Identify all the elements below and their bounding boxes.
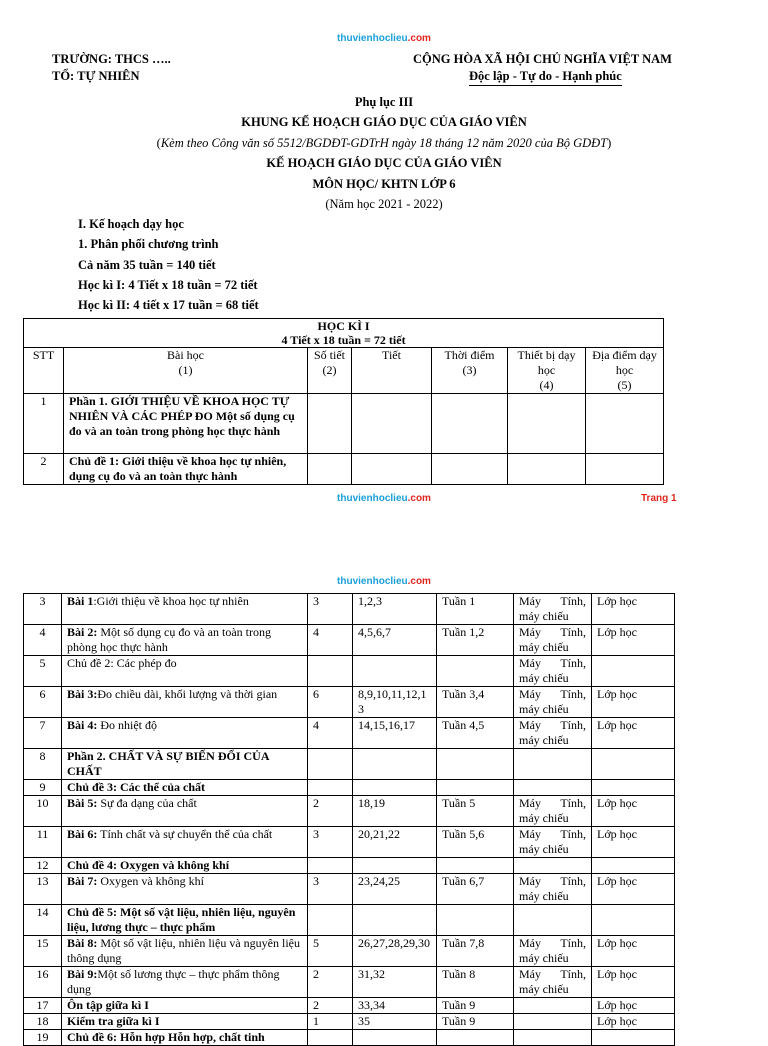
row-stt: 17 (24, 998, 62, 1014)
row-equipment: Máy Tính, máy chiếu (514, 594, 592, 625)
row-periods (308, 656, 353, 687)
row-stt: 13 (24, 874, 62, 905)
row-lesson (62, 998, 308, 1014)
row-equipment: Máy Tính, máy chiếu (514, 874, 592, 905)
row-stt: 12 (24, 858, 62, 874)
table-row (24, 967, 675, 998)
row-place: Lớp học (592, 998, 675, 1014)
row-tiet: 31,32 (353, 967, 437, 998)
lesson-title: Chủ đề 2: Các phép đo (67, 656, 177, 670)
lesson-label: Bài 6: (67, 827, 98, 841)
lesson-title: :Giới thiệu về khoa học tự nhiên (93, 594, 249, 608)
header-place: Địa điểm dạy học (5) (586, 348, 664, 394)
lesson-label: Chủ đề 3: Các thể của chất (67, 780, 205, 794)
row-tiet: 35 (353, 1014, 437, 1030)
row-stt: 1 (24, 394, 64, 454)
row-stt: 3 (24, 594, 62, 625)
table-row (24, 1014, 675, 1030)
row-stt: 2 (24, 454, 64, 485)
row-periods: 3 (308, 827, 353, 858)
lesson-label: Bài 4: (67, 718, 98, 732)
row-lesson (62, 780, 308, 796)
header-lesson: Bài học (1) (64, 348, 308, 394)
table-row (24, 718, 675, 749)
row-equipment: Máy Tính, máy chiếu (514, 656, 592, 687)
row-lesson (62, 858, 308, 874)
row-equipment: Máy Tính, máy chiếu (514, 796, 592, 827)
watermark-page2: thuvienhoclieu.com (337, 576, 431, 587)
row-time: Tuần 6,7 (437, 874, 514, 905)
lesson-title: Một số lương thực – thực phẩm thông dụng (67, 967, 280, 996)
table-row (24, 936, 675, 967)
lesson-label: Bài 2: (67, 625, 98, 639)
national-motto: Độc lập - Tự do - Hạnh phúc (469, 69, 622, 86)
row-tiet: 14,15,16,17 (353, 718, 437, 749)
row-tiet (353, 780, 437, 796)
row-lesson (62, 827, 308, 858)
row-periods: 2 (308, 998, 353, 1014)
lesson-label: Ôn tập giữa kì I (67, 998, 149, 1012)
table-row (24, 454, 664, 485)
table-row (24, 905, 675, 936)
row-place (592, 1030, 675, 1046)
frame-title: KHUNG KẾ HOẠCH GIÁO DỤC CỦA GIÁO VIÊN (241, 115, 527, 129)
row-periods: 3 (308, 594, 353, 625)
lesson-title: Một số dụng cụ đo và an toàn trong phòng học thực hành (67, 625, 271, 654)
watermark-top: thuvienhoclieu.com (337, 33, 431, 44)
row-place: Lớp học (592, 594, 675, 625)
row-periods (308, 1030, 353, 1046)
school-label: TRƯỜNG: THCS ….. (52, 52, 171, 66)
row-stt: 11 (24, 827, 62, 858)
row-equipment (508, 454, 586, 485)
header-stt: STT (24, 348, 64, 394)
lesson-title: Một số vật liệu, nhiên liệu và nguyên liệu thông dụng (67, 936, 300, 965)
section-heading: I. Kế hoạch dạy học (78, 217, 184, 231)
row-place (586, 394, 664, 454)
row-tiet: 23,24,25 (353, 874, 437, 905)
row-stt: 7 (24, 718, 62, 749)
row-lesson (62, 936, 308, 967)
lesson-label: Bài 8: (67, 936, 98, 950)
lesson-label: Chủ đề 5: Một số vật liệu, nhiên liệu, nguyên liệu, lương thực – thực phẩm (67, 905, 296, 934)
row-time (437, 1030, 514, 1046)
year-total: Cả năm 35 tuần = 140 tiết (78, 258, 216, 272)
table-row (24, 594, 675, 625)
row-stt: 8 (24, 749, 62, 780)
row-tiet: 33,34 (353, 998, 437, 1014)
row-place (592, 749, 675, 780)
row-lesson: Phần 1. GIỚI THIỆU VỀ KHOA HỌC TỰ NHIÊN VÀ CÁC PHÉP ĐO Một số dụng cụ đo và an toàn trong phòng học thực hành (64, 394, 308, 454)
row-equipment (514, 749, 592, 780)
row-time: Tuần 1,2 (437, 625, 514, 656)
row-periods: 6 (308, 687, 353, 718)
row-time (437, 905, 514, 936)
row-equipment (514, 1030, 592, 1046)
row-periods (308, 454, 352, 485)
row-lesson (62, 656, 308, 687)
row-lesson (62, 749, 308, 780)
row-equipment: Máy Tính, máy chiếu (514, 967, 592, 998)
row-time (432, 454, 508, 485)
row-place: Lớp học (592, 827, 675, 858)
row-equipment (508, 394, 586, 454)
department-label: TỔ: TỰ NHIÊN (52, 69, 140, 83)
document-note: (Kèm theo Công văn số 5512/BGDĐT-GDTrH ngày 18 tháng 12 năm 2020 của Bộ GDĐT) (156, 136, 612, 150)
lesson-title: Sự đa dạng của chất (97, 796, 197, 810)
subsection-heading: 1. Phân phối chương trình (78, 237, 219, 251)
row-lesson (62, 1030, 308, 1046)
semester1-table-continued (23, 593, 675, 1046)
lesson-title: Oxygen và không khí (97, 874, 204, 888)
subject-title: MÔN HỌC/ KHTN LỚP 6 (312, 177, 456, 191)
row-place: Lớp học (592, 874, 675, 905)
row-lesson (62, 718, 308, 749)
row-tiet: 1,2,3 (353, 594, 437, 625)
row-lesson (62, 796, 308, 827)
lesson-title: Đo nhiệt độ (97, 718, 158, 732)
table-row (24, 827, 675, 858)
row-stt: 14 (24, 905, 62, 936)
row-tiet (353, 749, 437, 780)
row-time: Tuần 5,6 (437, 827, 514, 858)
semester-banner: HỌC KÌ I 4 Tiết x 18 tuần = 72 tiết (24, 319, 664, 348)
row-stt: 18 (24, 1014, 62, 1030)
row-lesson (62, 874, 308, 905)
table-row (24, 656, 675, 687)
row-equipment (514, 1014, 592, 1030)
row-place (592, 905, 675, 936)
header-equipment: Thiết bị dạy học (4) (508, 348, 586, 394)
appendix-title: Phụ lục III (354, 95, 414, 109)
row-place (592, 858, 675, 874)
row-periods: 2 (308, 796, 353, 827)
row-place: Lớp học (592, 718, 675, 749)
row-lesson (62, 625, 308, 656)
table-row (24, 874, 675, 905)
row-time (437, 749, 514, 780)
row-periods (308, 749, 353, 780)
lesson-label: Kiểm tra giữa kì I (67, 1014, 160, 1028)
row-time: Tuần 9 (437, 998, 514, 1014)
row-stt: 4 (24, 625, 62, 656)
row-time: Tuần 9 (437, 1014, 514, 1030)
table-row (24, 687, 675, 718)
row-lesson (62, 687, 308, 718)
lesson-label: Bài 3: (67, 687, 98, 701)
header-periods: Số tiết (2) (308, 348, 352, 394)
row-place: Lớp học (592, 936, 675, 967)
row-equipment (514, 780, 592, 796)
row-tiet (353, 1030, 437, 1046)
row-tiet: 18,19 (353, 796, 437, 827)
row-place: Lớp học (592, 967, 675, 998)
row-stt: 10 (24, 796, 62, 827)
row-periods (308, 905, 353, 936)
row-place (592, 656, 675, 687)
table-row (24, 780, 675, 796)
lesson-label: Bài 7: (67, 874, 98, 888)
table-row (24, 858, 675, 874)
row-periods: 5 (308, 936, 353, 967)
school-year: (Năm học 2021 - 2022) (325, 197, 443, 211)
lesson-title: Đo chiều dài, khối lượng và thời gian (97, 687, 278, 701)
row-lesson (62, 905, 308, 936)
row-tiet: 8,9,10,11,12,13 (353, 687, 437, 718)
lesson-label: Bài 9: (67, 967, 98, 981)
row-tiet (352, 454, 432, 485)
row-periods: 2 (308, 967, 353, 998)
row-periods (308, 858, 353, 874)
row-periods: 3 (308, 874, 353, 905)
row-lesson (62, 594, 308, 625)
table-row (24, 749, 675, 780)
row-stt: 19 (24, 1030, 62, 1046)
row-periods: 4 (308, 718, 353, 749)
lesson-label: Chủ đề 6: Hỗn hợp Hỗn hợp, chất tinh (67, 1030, 265, 1044)
row-tiet: 20,21,22 (353, 827, 437, 858)
row-time: Tuần 8 (437, 967, 514, 998)
page-number: Trang 1 (641, 493, 677, 504)
row-lesson: Chủ đề 1: Giới thiệu về khoa học tự nhiên, dụng cụ đo và an toàn thực hành (64, 454, 308, 485)
row-stt: 15 (24, 936, 62, 967)
row-time (437, 780, 514, 796)
row-time: Tuần 5 (437, 796, 514, 827)
row-periods (308, 780, 353, 796)
lesson-title: Tính chất và sự chuyển thể của chất (97, 827, 273, 841)
lesson-label: Bài 1 (67, 594, 94, 608)
table-row (24, 1030, 675, 1046)
table-row (24, 394, 664, 454)
row-stt: 5 (24, 656, 62, 687)
row-place: Lớp học (592, 1014, 675, 1030)
semester2-total: Học kì II: 4 tiết x 17 tuần = 68 tiết (78, 298, 259, 312)
semester1-total: Học kì I: 4 Tiết x 18 tuần = 72 tiết (78, 278, 258, 292)
row-time: Tuần 7,8 (437, 936, 514, 967)
row-time (437, 858, 514, 874)
row-time (437, 656, 514, 687)
table-row (24, 625, 675, 656)
lesson-label: Bài 5: (67, 796, 98, 810)
row-equipment (514, 905, 592, 936)
row-time (432, 394, 508, 454)
row-lesson (62, 1014, 308, 1030)
lesson-label: Phần 2. CHẤT VÀ SỰ BIẾN ĐỔI CỦA CHẤT (67, 749, 269, 778)
row-tiet (353, 905, 437, 936)
row-equipment: Máy Tính, máy chiếu (514, 625, 592, 656)
row-equipment: Máy Tính, máy chiếu (514, 718, 592, 749)
row-stt: 9 (24, 780, 62, 796)
row-time: Tuần 4,5 (437, 718, 514, 749)
row-place: Lớp học (592, 687, 675, 718)
row-equipment: Máy Tính, máy chiếu (514, 687, 592, 718)
semester1-table-header (23, 318, 664, 485)
row-tiet: 4,5,6,7 (353, 625, 437, 656)
plan-title: KẾ HOẠCH GIÁO DỤC CỦA GIÁO VIÊN (266, 156, 502, 170)
row-place: Lớp học (592, 796, 675, 827)
row-time: Tuần 3,4 (437, 687, 514, 718)
header-tiet: Tiết (352, 348, 432, 394)
row-equipment (514, 998, 592, 1014)
row-time: Tuần 1 (437, 594, 514, 625)
national-title: CỘNG HÒA XÃ HỘI CHỦ NGHĨA VIỆT NAM (413, 52, 672, 66)
row-equipment: Máy Tính, máy chiếu (514, 827, 592, 858)
row-stt: 6 (24, 687, 62, 718)
row-place: Lớp học (592, 625, 675, 656)
row-place (592, 780, 675, 796)
row-tiet (352, 394, 432, 454)
row-tiet: 26,27,28,29,30 (353, 936, 437, 967)
row-equipment (514, 858, 592, 874)
table-row (24, 796, 675, 827)
row-equipment: Máy Tính, máy chiếu (514, 936, 592, 967)
row-place (586, 454, 664, 485)
table-row (24, 998, 675, 1014)
row-periods: 1 (308, 1014, 353, 1030)
watermark-footer: thuvienhoclieu.com (337, 493, 431, 504)
row-lesson (62, 967, 308, 998)
row-periods (308, 394, 352, 454)
row-tiet (353, 858, 437, 874)
lesson-label: Chủ đề 4: Oxygen và không khí (67, 858, 230, 872)
header-time: Thời điểm (3) (432, 348, 508, 394)
row-stt: 16 (24, 967, 62, 998)
row-periods: 4 (308, 625, 353, 656)
row-tiet (353, 656, 437, 687)
